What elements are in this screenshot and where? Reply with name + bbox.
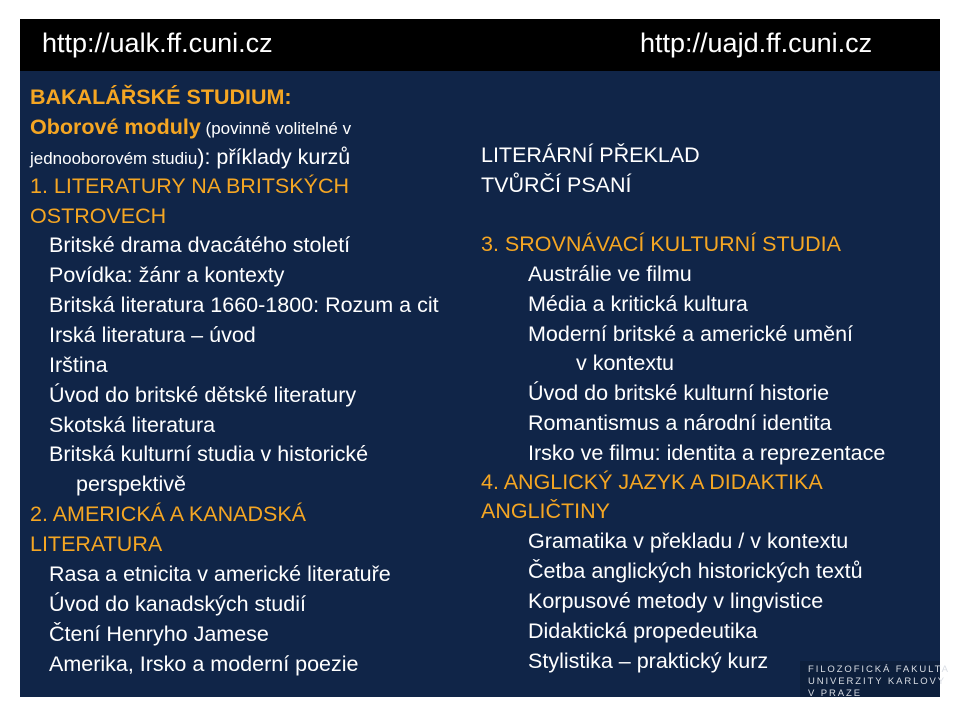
- logo-text-line-1: FILOZOFICKÁ FAKULTA: [808, 664, 950, 675]
- course-item: Britská kulturní studia v historické: [49, 442, 369, 466]
- course-item: Irsko ve filmu: identita a reprezentace: [528, 441, 886, 465]
- section4-title-2: ANGLIČTINY: [481, 499, 611, 523]
- section2-title-1: 2. AMERICKÁ A KANADSKÁ: [30, 502, 307, 526]
- course-item: Romantismus a národní identita: [528, 411, 832, 435]
- course-item: Stylistika – praktický kurz: [528, 649, 769, 673]
- section2-title-2: LITERATURA: [30, 532, 163, 556]
- modules-line-1: [30, 112, 351, 144]
- extra-item: LITERÁRNÍ PŘEKLAD: [481, 143, 700, 167]
- course-item: Britské drama dvacátého století: [49, 233, 351, 257]
- link-ualk[interactable]: http://ualk.ff.cuni.cz: [42, 28, 273, 58]
- link-uajd[interactable]: http://uajd.ff.cuni.cz: [640, 28, 873, 58]
- logo-text-line-2: UNIVERZITY KARLOVY: [808, 676, 947, 687]
- modules-tail: ): příklady kurzů: [197, 145, 351, 169]
- course-item-continuation: perspektivě: [76, 472, 186, 496]
- section4-title-1: 4. ANGLICKÝ JAZYK A DIDAKTIKA: [481, 470, 823, 494]
- course-item: Četba anglických historických textů: [528, 559, 863, 583]
- course-item: Austrálie ve filmu: [528, 262, 692, 286]
- modules-title: Oborové moduly: [30, 115, 201, 139]
- course-item: Rasa a etnicita v americké literatuře: [49, 562, 391, 586]
- course-item: Čtení Henryho Jamese: [49, 622, 269, 646]
- section1-title-1: 1. LITERATURY NA BRITSKÝCH: [30, 174, 350, 198]
- course-item: Irština: [49, 353, 108, 377]
- course-item: Moderní britské a americké umění: [528, 322, 854, 346]
- modules-note-1: (povinně volitelné v: [200, 119, 352, 138]
- modules-line-2: [30, 142, 350, 174]
- course-item: Úvod do britské kulturní historie: [528, 381, 830, 405]
- course-item: Skotská literatura: [49, 413, 216, 437]
- course-item: Didaktická propedeutika: [528, 619, 758, 643]
- course-item: Korpusové metody v lingvistice: [528, 589, 824, 613]
- extra-item: TVŮRČÍ PSANÍ: [481, 173, 632, 197]
- section1-title-2: OSTROVECH: [30, 204, 167, 228]
- course-item: Britská literatura 1660-1800: Rozum a cit: [49, 293, 439, 317]
- course-item: Povídka: žánr a kontexty: [49, 263, 285, 287]
- course-item: Úvod do kanadských studií: [49, 592, 306, 616]
- course-item: Irská literatura – úvod: [49, 323, 256, 347]
- section3-title: 3. SROVNÁVACÍ KULTURNÍ STUDIA: [481, 232, 841, 256]
- course-item-continuation: v kontextu: [576, 351, 674, 375]
- course-item: Amerika, Irsko a moderní poezie: [49, 652, 359, 676]
- course-item: Média a kritická kultura: [528, 292, 748, 316]
- modules-note-2: jednooborovém studiu: [30, 149, 198, 168]
- logo-text-line-3: V PRAZE: [808, 688, 862, 699]
- course-item: Úvod do britské dětské literatury: [49, 383, 357, 407]
- heading-bachelor: BAKALÁŘSKÉ STUDIUM:: [30, 85, 292, 109]
- course-item: Gramatika v překladu / v kontextu: [528, 529, 849, 553]
